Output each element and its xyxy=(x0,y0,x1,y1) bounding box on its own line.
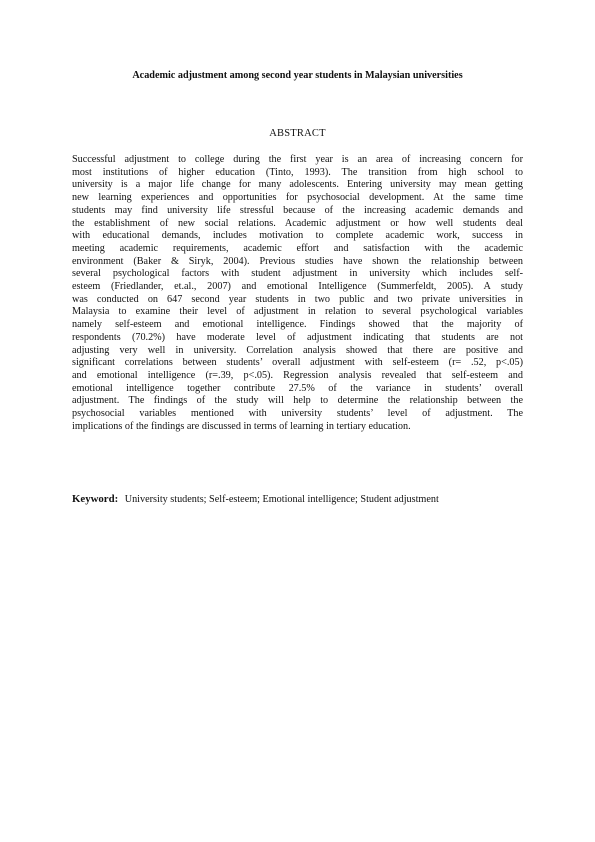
abstract-line: significant correlations between students’ overall adjustment with self-esteem (r= .52, p<.05) xyxy=(72,357,523,369)
abstract-line: adjustment. The findings of the study will help to determine the relationship between the xyxy=(72,395,523,407)
abstract-line: implications of the findings are discussed in terms of learning in tertiary education. xyxy=(72,420,411,432)
abstract-line: namely self-esteem and emotional intelligence. Findings showed that the majority of xyxy=(72,319,523,331)
abstract-body xyxy=(72,154,523,433)
abstract-line: and emotional intelligence (r=.39, p<.05). Regression analysis revealed that self-esteem and xyxy=(72,369,523,381)
abstract-line: was conducted on 647 second year students in two public and two private universities in xyxy=(72,293,523,305)
abstract-line: emotional intelligence together contribute 27.5% of the variance in students’ overall xyxy=(72,382,523,394)
abstract-line: with educational demands, includes motivation to complete academic work, success in xyxy=(72,230,523,242)
abstract-line: university is a major life change for many adolescents. Entering university may mean getting xyxy=(72,179,523,191)
abstract-line: new learning experiences and opportunities for psychosocial development. At the same time xyxy=(72,192,523,204)
paper-title: Academic adjustment among second year students in Malaysian universities xyxy=(132,70,463,81)
abstract-line: esteem (Friedlander, et.al., 2007) and emotional Intelligence (Summerfeldt, 2005). A study xyxy=(72,281,523,293)
keyword-list: University students; Self-esteem; Emotional intelligence; Student adjustment xyxy=(124,494,439,505)
abstract-line: most institutions of higher education (Tinto, 1993). The transition from high school to xyxy=(72,166,523,178)
abstract-line: the establishment of new social relations. Academic adjustment or how well students deal xyxy=(72,217,523,229)
abstract-line: adjusting very well in university. Correlation analysis showed that there are positive and xyxy=(72,344,523,356)
abstract-line: meeting academic requirements, academic effort and satisfaction with the academic xyxy=(72,242,523,254)
abstract-heading: ABSTRACT xyxy=(269,128,326,139)
keywords-row xyxy=(72,493,439,506)
abstract-line: several psychological factors with student adjustment in university which includes self- xyxy=(72,268,523,280)
abstract-line: Malaysia to examine their level of adjustment in relation to several psychological variables xyxy=(72,306,523,318)
abstract-line: students may find university life stressful because of the increasing academic demands and xyxy=(72,204,523,216)
keyword-label: Keyword: xyxy=(72,493,119,505)
abstract-line: respondents (70.2%) have moderate level of adjustment indicating that students are not xyxy=(72,331,523,343)
abstract-line: psychosocial variables mentioned with university students’ level of adjustment. The xyxy=(72,408,523,420)
abstract-line: environment (Baker & Siryk, 2004). Previous studies have shown the relationship between xyxy=(72,255,523,267)
abstract-line: Successful adjustment to college during the first year is an area of increasing concern for xyxy=(72,154,523,165)
